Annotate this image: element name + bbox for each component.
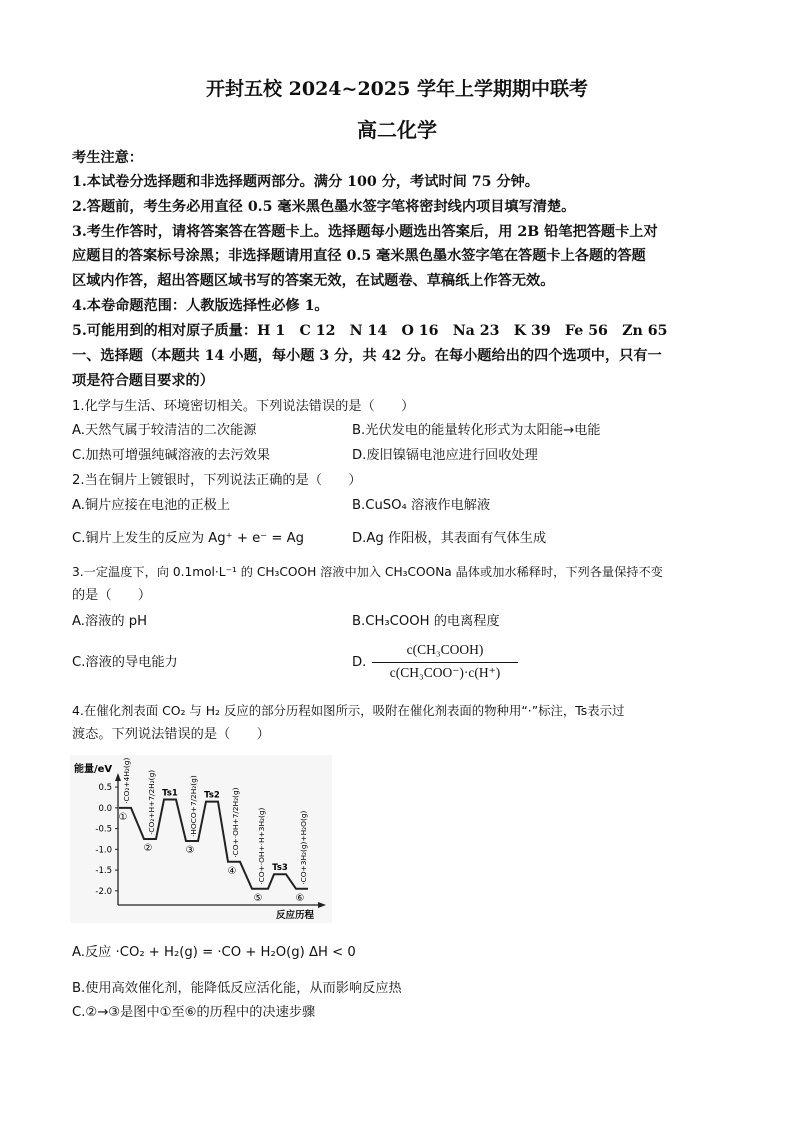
notice-item-5: 5.可能用到的相对原子质量：H 1 C 12 N 14 O 16 Na 23 K 39 Fe 56 Zn 65 xyxy=(72,323,668,339)
q2-option-b: B.CuSO₄ 溶液作电解液 xyxy=(352,498,491,513)
state-species-label: ·HOCO+7/2H₂(g) xyxy=(189,775,198,838)
transition-state-label: Ts3 xyxy=(272,863,288,874)
q4-option-a: A.反应 ·CO₂ + H₂(g) = ·CO + H₂O(g) ΔH < 0 xyxy=(72,945,356,960)
q4-stem: 4.在催化剂表面 CO₂ 与 H₂ 反应的部分历程如图所示，吸附在催化剂表面的物种用“·”标注，Ts表示过 xyxy=(72,703,625,718)
q3-option-c: C.溶液的导电能力 xyxy=(72,655,178,670)
fraction-denominator: c(CH₃COO⁻)·c(H⁺) xyxy=(389,665,501,680)
state-number-label: ④ xyxy=(227,865,237,877)
q1-option-c: C.加热可增强纯碱溶液的去污效果 xyxy=(72,448,271,463)
state-number-label: ① xyxy=(118,811,128,823)
state-species-label: ·CO+·OH+7/2H₂(g) xyxy=(231,787,240,858)
state-species-label: ·CO₂+4H₂(g) xyxy=(122,757,131,804)
q1-stem: 1.化学与生活、环境密切相关。下列说法错误的是（ ） xyxy=(72,399,415,414)
q1-option-d: D.废旧镍镉电池应进行回收处理 xyxy=(352,448,538,463)
q2-option-a: A.铜片应接在电池的正极上 xyxy=(72,498,231,513)
state-number-label: ② xyxy=(143,842,153,854)
q3-stem-cont: 的是（ ） xyxy=(72,588,152,603)
q2-stem: 2.当在铜片上镀银时，下列说法正确的是（ ） xyxy=(72,473,362,488)
y-tick-label: -0.5 xyxy=(95,824,112,835)
q3-option-d-fraction xyxy=(372,642,518,683)
q1-option-b: B.光伏发电的能量转化形式为太阳能→电能 xyxy=(352,423,601,438)
q3-option-a: A.溶液的 pH xyxy=(72,614,148,629)
y-tick-label: -1.0 xyxy=(95,845,112,856)
y-tick-label: 0.5 xyxy=(98,783,112,794)
chart-background xyxy=(70,755,332,923)
notice-item-1: 1.本试卷分选择题和非选择题两部分。满分 100 分，考试时间 75 分钟。 xyxy=(72,174,539,190)
q4-option-b: B.使用高效催化剂，能降低反应活化能，从而影响反应热 xyxy=(72,981,402,996)
state-species-label: ·CO₂+H+7/2H₂(g) xyxy=(147,769,156,835)
exam-title: 开封五校 2024~2025 学年上学期期中联考 xyxy=(206,78,588,100)
notice-item-3-cont2: 区域内作答，超出答题区域书写的答案无效，在试题卷、草稿纸上作答无效。 xyxy=(72,273,555,289)
section-heading: 一、选择题（本题共 14 小题，每小题 3 分，共 42 分。在每小题给出的四个选项中，只有一 xyxy=(72,348,662,364)
q3-option-d-label: D. xyxy=(352,655,367,670)
y-tick-label: -1.5 xyxy=(95,866,112,877)
notice-item-4: 4.本卷命题范围：人教版选择性必修 1。 xyxy=(72,298,329,314)
state-species-label: ·CO+·OH+·H+3H₂(g) xyxy=(257,807,266,885)
q2-option-d: D.Ag 作阳极，其表面有气体生成 xyxy=(352,531,547,546)
energy-profile-chart xyxy=(70,755,332,923)
state-number-label: ③ xyxy=(185,845,195,857)
y-tick-label: 0.0 xyxy=(98,803,112,814)
fraction-bar xyxy=(372,662,518,663)
section-heading-cont: 项是符合题目要求的） xyxy=(72,373,214,389)
fraction-numerator: c(CH₃COOH) xyxy=(406,642,484,657)
notice-item-3: 3.考生作答时，请将答案答在答题卡上。选择题每小题选出答案后，用 2B 铅笔把答题卡上对 xyxy=(72,224,658,240)
x-axis-label: 反应历程 xyxy=(276,910,315,921)
q1-option-a: A.天然气属于较清洁的二次能源 xyxy=(72,423,257,438)
y-tick-label: -2.0 xyxy=(95,886,112,897)
notice-item-3-cont: 应题目的答案标号涂黑；非选择题请用直径 0.5 毫米黑色墨水签字笔在答题卡上各题的答题 xyxy=(72,248,646,264)
transition-state-label: Ts1 xyxy=(162,788,178,799)
exam-subtitle: 高二化学 xyxy=(357,118,437,142)
notice-heading: 考生注意： xyxy=(72,150,143,166)
state-number-label: ⑥ xyxy=(295,892,305,904)
q2-option-c: C.铜片上发生的反应为 Ag⁺ + e⁻ = Ag xyxy=(72,531,304,546)
state-species-label: ·CO+3H₂(g)+H₂O(g) xyxy=(299,810,308,885)
y-axis-label: 能量/eV xyxy=(74,764,113,775)
transition-state-label: Ts2 xyxy=(204,790,220,801)
notice-item-2: 2.答题前，考生务必用直径 0.5 毫米黑色墨水签字笔将密封线内项目填写清楚。 xyxy=(72,199,576,215)
q4-stem-cont: 渡态。下列说法错误的是（ ） xyxy=(72,727,270,742)
q4-option-c: C.②→③是图中①至⑥的历程中的决速步骤 xyxy=(72,1005,316,1020)
q3-stem: 3.一定温度下，向 0.1mol·L⁻¹ 的 CH₃COOH 溶液中加入 CH₃COONa 晶体或加水稀释时，下列各量保持不变 xyxy=(72,565,663,579)
q3-option-b: B.CH₃COOH 的电离程度 xyxy=(352,614,500,629)
state-number-label: ⑤ xyxy=(253,892,263,904)
